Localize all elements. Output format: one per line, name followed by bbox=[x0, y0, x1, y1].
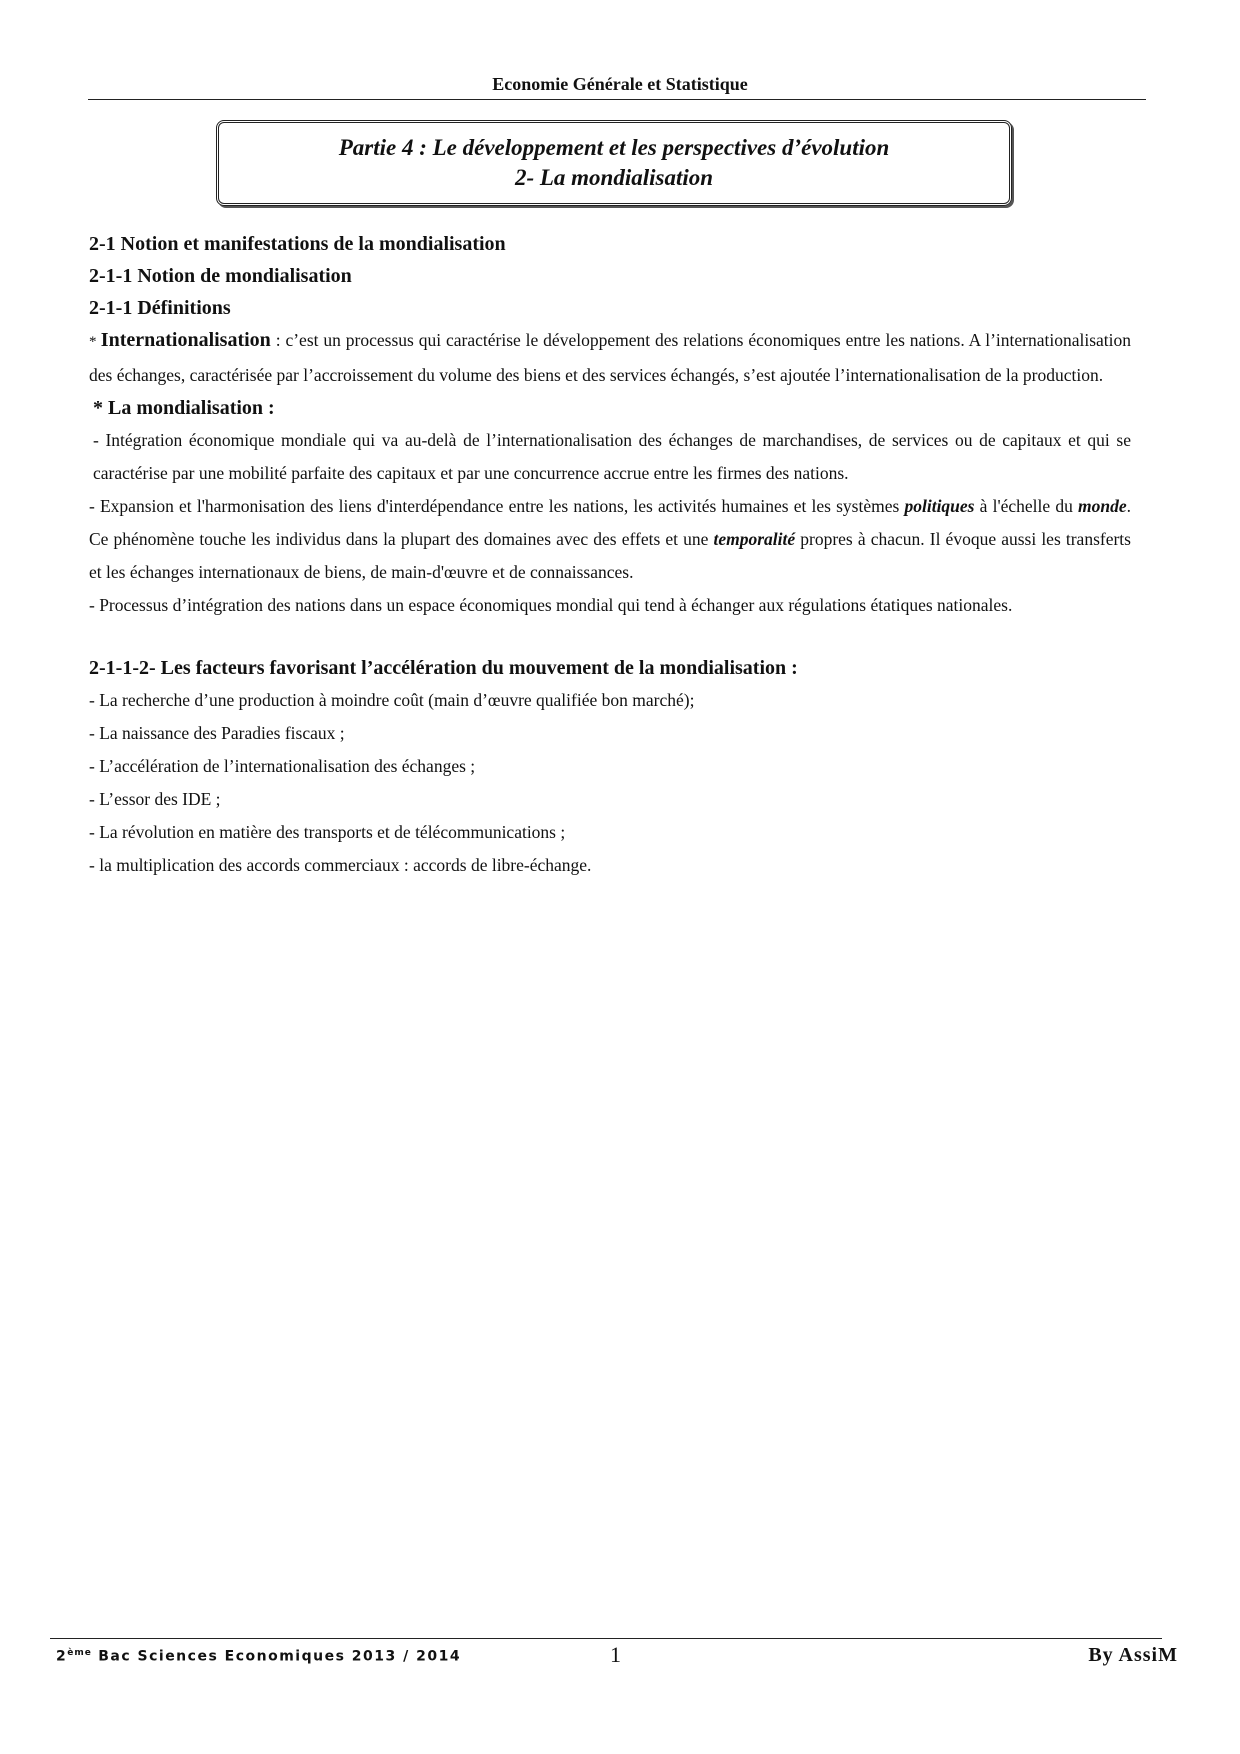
text-segment: propres à chacun. Il évoque aussi les transferts et les échanges internationaux de biens, de main-d'œuvre et de connaissances. bbox=[89, 529, 1131, 582]
emphasis-temporalite: temporalité bbox=[713, 529, 796, 549]
definitions-heading: 2-1-1 Définitions bbox=[89, 297, 231, 319]
bullet-marker: * bbox=[89, 334, 101, 350]
footer-divider bbox=[50, 1638, 1162, 1639]
mondialisation-point-1: - Intégration économique mondiale qui va au-delà de l’internationalisation des échanges de marchandises, de services ou de capitaux et qui se caractérise par une mobilité parfaite des capitaux et par une concurrence accrue entre les firmes des nations. bbox=[93, 430, 1131, 483]
page-header-title: Economie Générale et Statistique bbox=[492, 74, 748, 94]
term-internationalisation: Internationalisation bbox=[100, 329, 271, 351]
definition-text: : c’est un processus qui caractérise le développement des relations économiques entre les nations. A l’internationalisation des échanges, caractérisée par l’accroissement du volume des biens et des services échangés, s’est ajoutée l’internationalisation de la production. bbox=[89, 330, 1132, 385]
chapter-title-line2: 2- La mondialisation bbox=[514, 165, 714, 190]
emphasis-politiques: politiques bbox=[904, 496, 975, 516]
list-item: - L’accélération de l’internationalisation des échanges ; bbox=[89, 756, 476, 776]
spacer bbox=[89, 622, 1131, 652]
footer-course-label bbox=[56, 1648, 461, 1665]
text-segment: à l'échelle du bbox=[974, 496, 1078, 516]
footer-course: Bac Sciences Economiques 2013 / 2014 bbox=[91, 1648, 462, 1665]
term-mondialisation-heading: * La mondialisation : bbox=[93, 397, 275, 419]
list-item: - La révolution en matière des transports et de télécommunications ; bbox=[89, 822, 566, 842]
text-segment: . Ce phénomène touche les individus dans la plupart des domaines avec des effets et une bbox=[89, 496, 1131, 549]
page-number: 1 bbox=[610, 1642, 621, 1667]
document-body bbox=[89, 228, 1131, 882]
chapter-title-line1: Partie 4 : Le développement et les perspectives d’évolution bbox=[338, 135, 890, 160]
text-segment: - Expansion et l'harmonisation des liens d'interdépendance entre les nations, les activités humaines et les systèmes bbox=[89, 496, 905, 516]
list-item: - L’essor des IDE ; bbox=[89, 789, 221, 809]
chapter-title-box bbox=[216, 120, 1012, 206]
footer-author: By AssiM bbox=[1088, 1644, 1178, 1666]
factors-heading: 2-1-1-2- Les facteurs favorisant l’accélération du mouvement de la mondialisation : bbox=[89, 657, 798, 679]
list-item: - La naissance des Paradies fiscaux ; bbox=[89, 723, 345, 743]
subsection-heading: 2-1-1 Notion de mondialisation bbox=[89, 265, 352, 287]
section-heading: 2-1 Notion et manifestations de la mondialisation bbox=[89, 233, 506, 255]
list-item: - La recherche d’une production à moindre coût (main d’œuvre qualifiée bon marché); bbox=[89, 690, 695, 710]
mondialisation-point-2 bbox=[89, 490, 1131, 589]
list-item: - la multiplication des accords commerciaux : accords de libre-échange. bbox=[89, 855, 592, 875]
footer-level-sup: ème bbox=[67, 1648, 92, 1658]
factors-list bbox=[89, 684, 1131, 882]
mondialisation-point-3: - Processus d’intégration des nations dans un espace économiques mondial qui tend à échanger aux régulations étatiques nationales. bbox=[89, 595, 1013, 615]
emphasis-monde: monde bbox=[1078, 496, 1127, 516]
header-divider bbox=[88, 99, 1146, 100]
definition-internationalisation bbox=[89, 324, 1131, 392]
footer-level: 2 bbox=[56, 1648, 68, 1665]
